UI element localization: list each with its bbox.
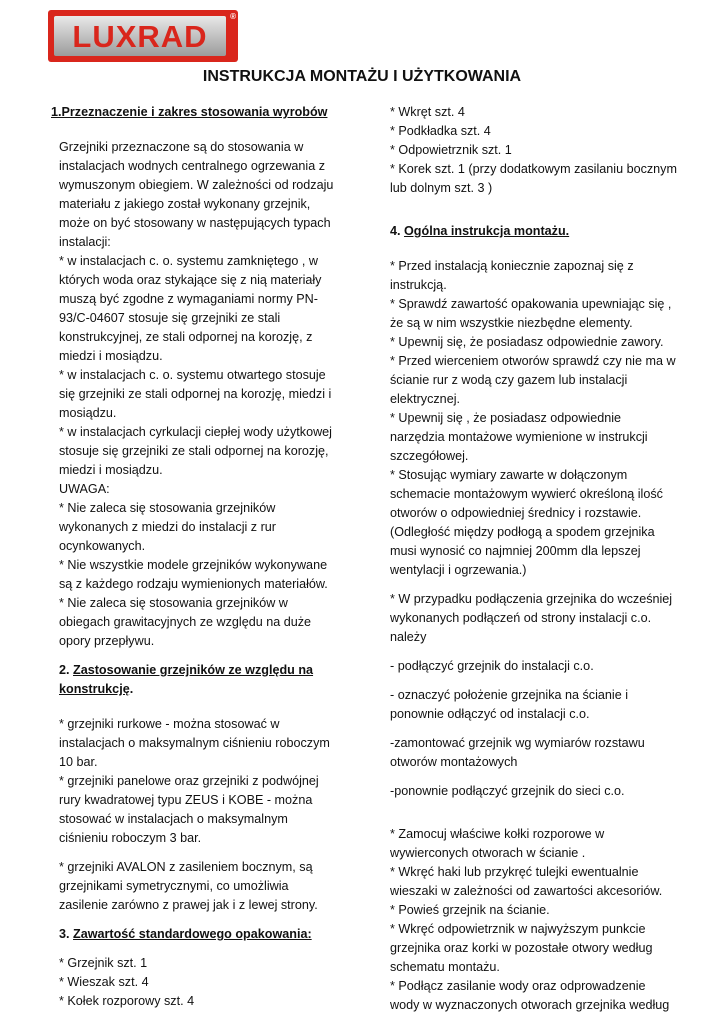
section-4-number: 4. bbox=[390, 224, 405, 238]
package-item: * Korek szt. 1 (przy dodatkowym zasilaniu bocznym lub dolnym szt. 3 ) bbox=[390, 162, 677, 195]
package-item: * Kołek rozporowy szt. 4 bbox=[59, 994, 195, 1008]
logo-plate bbox=[54, 16, 226, 56]
instruction-substep: - podłączyć grzejnik do instalacji c.o. bbox=[390, 659, 594, 673]
section-3-number: 3. bbox=[59, 927, 74, 941]
section-1-intro: Grzejniki przeznaczone są do stosowania w instalacjach wodnych centralnego ogrzewania z wymuszonym obiegiem. W zależności od rodzaju materiału z jakiego został wykonany grzejnik, może on być stosowany w następujących typach instalacji: bbox=[59, 140, 334, 249]
section-3-heading bbox=[59, 925, 340, 944]
section-4-title: Ogólna instrukcja montażu. bbox=[404, 224, 570, 238]
instruction-step: * Upewnij się, że posiadasz odpowiednie zawory. bbox=[390, 335, 664, 349]
instruction-substep: -ponownie podłączyć grzejnik do sieci c.o. bbox=[390, 784, 625, 798]
package-item: * Grzejnik szt. 1 bbox=[59, 956, 148, 970]
luxrad-logo bbox=[48, 10, 238, 62]
instruction-step: * Zamocuj właściwe kołki rozporowe w wywierconych otworach w ścianie . bbox=[390, 827, 605, 860]
instruction-step: * Stosując wymiary zawarte w dołączonym schemacie montażowym wywierć określoną ilość otworów o odpowiedniej średnicy i rozstawie. (Odległość między podłogą a spodem grzejnika musi wynosić co najmniej 200mm dla lepszej wentylacji i ogrzewania.) bbox=[390, 468, 663, 577]
left-column bbox=[51, 103, 340, 1011]
section-2-heading bbox=[59, 661, 340, 699]
instruction-step: * Przed wierceniem otworów sprawdź czy nie ma w ścianie rur z wodą czy gazem lub instalacji elektrycznej. bbox=[390, 354, 676, 406]
page-title: INSTRUKCJA MONTAŻU I UŻYTKOWANIA bbox=[202, 68, 522, 85]
section-1-warning-3: * Nie zaleca się stosowania grzejników w obiegach grawitacyjnych ze względu na duże opory przepływu. bbox=[59, 596, 312, 648]
section-1-bullet-closed-system: * w instalacjach c. o. systemu zamkniętego , w których woda oraz stykające się z nią materiały muszą być zgodne z wymaganiami normy PN-93/C-04607 stosuje się grzejniki ze stali konstrukcyjnej, ze stali odpornej na korozję, z miedzi i mosiądzu. bbox=[59, 254, 322, 363]
instruction-step: * Wkręć odpowietrznik w najwyższym punkcie grzejnika oraz korki w pozostałe otwory według schematu montażu. bbox=[390, 922, 653, 974]
section-1-warning-label: UWAGA: bbox=[59, 482, 110, 496]
section-1-heading: 1.Przeznaczenie i zakres stosowania wyrobów bbox=[51, 105, 328, 119]
package-item: * Wieszak szt. 4 bbox=[59, 975, 149, 989]
section-2-tube-radiators: * grzejniki rurkowe - można stosować w instalacjach o maksymalnym ciśnieniu roboczym 10 bar. bbox=[59, 717, 330, 769]
instruction-step: * Upewnij się , że posiadasz odpowiednie narzędzia montażowe wymienione w instrukcji szczegółowej. bbox=[390, 411, 648, 463]
section-4-heading bbox=[390, 222, 678, 241]
logo-text: LUXRAD bbox=[72, 19, 208, 54]
section-2-title: Zastosowanie grzejników ze względu na konstrukcję bbox=[59, 663, 314, 696]
instruction-step: * Podłącz zasilanie wody oraz odprowadzenie wody w wyznaczonych otworach grzejnika według bbox=[390, 979, 670, 1012]
section-1-bullet-open-system: * w instalacjach c. o. systemu otwartego stosuje się grzejniki ze stali odpornej na korozję, miedzi i mosiądzu. bbox=[59, 368, 332, 420]
section-1-bullet-hot-water: * w instalacjach cyrkulacji ciepłej wody użytkowej stosuje się grzejniki ze stali odpornej na korozję, miedzi i mosiądzu. bbox=[59, 425, 332, 477]
instruction-step: * W przypadku podłączenia grzejnika do wcześniej wykonanych podłączeń od strony instalacji c.o. należy bbox=[390, 592, 673, 644]
registered-mark: ® bbox=[230, 12, 236, 21]
section-1-warning-1: * Nie zaleca się stosowania grzejników wykonanych z miedzi do instalacji z rur ocynkowanych. bbox=[59, 501, 276, 553]
instruction-step: * Sprawdź zawartość opakowania upewniając się , że są w nim wszystkie niezbędne elementy. bbox=[390, 297, 672, 330]
instruction-step: * Wkręć haki lub przykręć tulejki ewentualnie wieszaki w zależności od zawartości akcesoriów. bbox=[390, 865, 663, 898]
instruction-substep: -zamontować grzejnik wg wymiarów rozstawu otworów montażowych bbox=[390, 736, 645, 769]
instruction-step: * Przed instalacją koniecznie zapoznaj się z instrukcją. bbox=[390, 259, 634, 292]
section-3-title: Zawartość standardowego opakowania: bbox=[73, 927, 312, 941]
section-1-warning-2: * Nie wszystkie modele grzejników wykonywane są z każdego rodzaju wymienionych materiałów. bbox=[59, 558, 328, 591]
instruction-step: * Powieś grzejnik na ścianie. bbox=[390, 903, 550, 917]
section-2-panel-radiators: * grzejniki panelowe oraz grzejniki z podwójnej rury kwadratowej typu ZEUS i KOBE - można stosować w instalacjach o maksymalnym ciśnieniu roboczym 3 bar. bbox=[59, 774, 319, 845]
right-column bbox=[390, 103, 678, 1015]
package-item: * Odpowietrznik szt. 1 bbox=[390, 143, 512, 157]
section-2-number: 2. bbox=[59, 663, 74, 677]
section-2-avalon: * grzejniki AVALON z zasileniem bocznym, są grzejnikami symetrycznymi, co umożliwia zasilenie zarówno z prawej jak i z lewej strony. bbox=[59, 860, 318, 912]
section-2-dot: . bbox=[129, 682, 134, 696]
package-item: * Wkręt szt. 4 bbox=[390, 105, 465, 119]
package-item: * Podkładka szt. 4 bbox=[390, 124, 491, 138]
instruction-substep: - oznaczyć położenie grzejnika na ścianie i ponownie odłączyć od instalacji c.o. bbox=[390, 688, 629, 721]
